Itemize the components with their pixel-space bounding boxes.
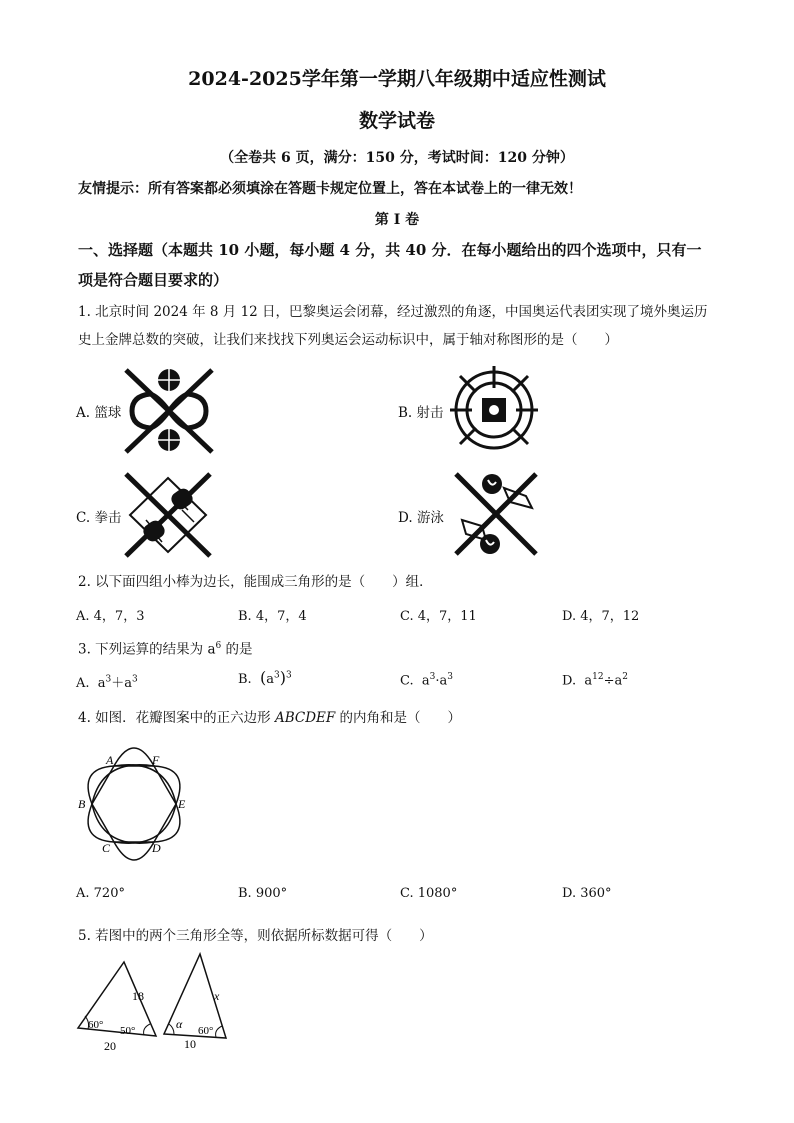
q3-option-a: A. $a^3+a^3$ [76, 674, 138, 691]
question-1 [78, 298, 718, 354]
q1-option-b-label: B. 射击 [398, 405, 444, 421]
section-heading-line1: 一、选择题（本题共 10 小题，每小题 4 分，共 40 分．在每小题给出的四个选项中，只有一 [78, 241, 702, 259]
vertex-f: F [152, 753, 160, 767]
tri1-side-label: 18 [132, 989, 144, 1003]
exam-subject: 数学试卷 [358, 110, 435, 132]
q1-option-c-label: C. 拳击 [76, 510, 122, 526]
q4-option-c: C. 1080° [400, 886, 458, 901]
q2-option-b: B. 4，7，4 [238, 609, 307, 624]
q4-option-a: A. 720° [76, 886, 125, 901]
exam-info: （全卷共 6 页，满分：150 分，考试时间：120 分钟） [220, 150, 574, 166]
tri1-angle-right: 50° [120, 1025, 136, 1037]
q3-option-c: C. $a^3\cdot a^3$ [400, 672, 453, 689]
friendly-tip: 友情提示：所有答案都必须填涂在答题卡规定位置上，答在本试卷上的一律无效！ [78, 181, 582, 197]
question-5: 5. 若图中的两个三角形全等，则依据所标数据可得（ ） [78, 928, 433, 944]
swimming-icon [452, 468, 540, 558]
question-1-line1: 1. 北京时间 2024 年 8 月 12 日，巴黎奥运会闭幕，经过激烈的角逐，中国奥运代表团实现了境外奥运历 [78, 304, 708, 320]
q2-option-c: C. 4，7，11 [400, 609, 477, 624]
shooting-icon [450, 366, 538, 454]
q1-option-d-text: 游泳 [416, 510, 444, 526]
q3-option-d: D. $a^{12}\div a^2$ [562, 672, 628, 689]
triangles-figure [72, 948, 232, 1058]
tri2-angle-left: α [176, 1017, 183, 1031]
section-heading [78, 235, 728, 295]
q4-option-d: D. 360° [562, 886, 612, 901]
vertex-e: E [178, 797, 186, 811]
tri2-side-label: x [214, 989, 220, 1003]
q4-option-b: B. 900° [238, 886, 288, 901]
vertex-a: A [106, 753, 114, 767]
q1-option-a-text: 篮球 [94, 405, 122, 421]
tri2-angle-right: 60° [198, 1025, 214, 1037]
q2-option-d: D. 4，7，12 [562, 609, 640, 624]
basketball-icon [122, 366, 216, 456]
volume-label: 第 Ⅰ 卷 [374, 212, 420, 228]
question-2: 2. 以下面四组小棒为边长，能围成三角形的是（ ）组． [78, 574, 433, 590]
boxing-icon [122, 470, 214, 560]
q1-option-c-text: 拳击 [94, 510, 122, 526]
vertex-d: D [152, 841, 161, 855]
tri1-base-label: 20 [104, 1039, 116, 1053]
tri1-angle-left: 60° [88, 1019, 104, 1031]
question-3: 3. 下列运算的结果为 $a^6$ 的是 [78, 641, 253, 658]
exam-title: 2024-2025学年第一学期八年级期中适应性测试 [188, 68, 606, 90]
q1-option-d-label: D. 游泳 [398, 510, 444, 526]
vertex-c: C [102, 841, 111, 855]
tri2-base-label: 10 [184, 1037, 196, 1051]
question-1-line2: 史上金牌总数的突破，让我们来找找下列奥运会运动标识中，属于轴对称图形的是（ ） [78, 332, 618, 348]
vertex-b: B [78, 797, 86, 811]
q3-option-b: B. $(a^3)^3$ [238, 668, 292, 687]
question-4: 4. 如图．花瓣图案中的正六边形 ABCDEF 的内角和是（ ） [78, 710, 462, 726]
q1-option-b-text: 射击 [416, 405, 444, 421]
hexagon-flower-figure [72, 738, 192, 872]
section-heading-line2: 项是符合题目要求的） [78, 271, 229, 289]
q2-option-a: A. 4，7，3 [76, 609, 145, 624]
q1-option-a-label: A. 篮球 [76, 405, 122, 421]
